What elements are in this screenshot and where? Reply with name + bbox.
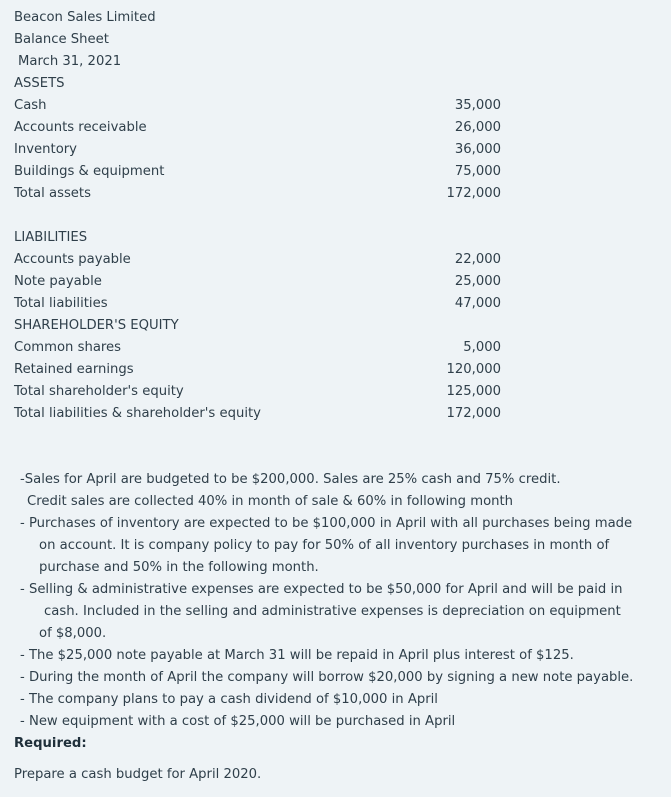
note-line: of $8,000.	[39, 626, 107, 641]
equity-value-total-shareholders-equity: 125,000	[446, 384, 501, 399]
equity-value-total-liabilities-equity: 172,000	[446, 406, 501, 421]
assets-heading: ASSETS	[14, 76, 65, 91]
asset-value-cash: 35,000	[454, 98, 501, 113]
liability-label-accounts-payable: Accounts payable	[14, 252, 131, 267]
note-line: -Sales for April are budgeted to be $200,000. Sales are 25% cash and 75% credit.	[20, 472, 561, 487]
required-label: Required:	[14, 736, 87, 751]
asset-label-total-assets: Total assets	[14, 186, 91, 201]
asset-label-inventory: Inventory	[14, 142, 77, 157]
asset-value-inventory: 36,000	[454, 142, 501, 157]
task-text: Prepare a cash budget for April 2020.	[14, 767, 262, 782]
asset-value-buildings-equipment: 75,000	[454, 164, 501, 179]
asset-label-accounts-receivable: Accounts receivable	[14, 120, 147, 135]
equity-label-retained-earnings: Retained earnings	[14, 362, 134, 377]
note-line: - During the month of April the company will borrow $20,000 by signing a new note payable.	[20, 670, 634, 685]
note-line: - Selling & administrative expenses are expected to be $50,000 for April and will be paid in	[20, 582, 623, 597]
statement-title: Balance Sheet	[14, 32, 109, 47]
equity-label-common-shares: Common shares	[14, 340, 122, 355]
equity-value-common-shares: 5,000	[463, 340, 501, 355]
note-line: cash. Included in the selling and administrative expenses is depreciation on equipment	[44, 604, 621, 619]
note-line: on account. It is company policy to pay for 50% of all inventory purchases in month of	[39, 538, 610, 553]
asset-label-buildings-equipment: Buildings & equipment	[14, 164, 165, 179]
note-line: - The $25,000 note payable at March 31 will be repaid in April plus interest of $125.	[20, 648, 574, 663]
equity-heading: SHAREHOLDER'S EQUITY	[14, 318, 179, 333]
company-name: Beacon Sales Limited	[14, 10, 156, 25]
liability-value-accounts-payable: 22,000	[454, 252, 501, 267]
liability-label-note-payable: Note payable	[14, 274, 102, 289]
liability-value-total-liabilities: 47,000	[454, 296, 501, 311]
equity-label-total-liabilities-equity: Total liabilities & shareholder's equity	[14, 406, 261, 421]
note-line: - New equipment with a cost of $25,000 will be purchased in April	[20, 714, 456, 729]
liability-label-total-liabilities: Total liabilities	[14, 296, 108, 311]
equity-label-total-shareholders-equity: Total shareholder's equity	[14, 384, 184, 399]
equity-value-retained-earnings: 120,000	[446, 362, 501, 377]
note-line: - Purchases of inventory are expected to be $100,000 in April with all purchases being made	[20, 516, 633, 531]
asset-label-cash: Cash	[14, 98, 47, 113]
note-line: Credit sales are collected 40% in month of sale & 60% in following month	[27, 494, 514, 509]
liability-value-note-payable: 25,000	[454, 274, 501, 289]
liabilities-heading: LIABILITIES	[14, 230, 88, 245]
asset-value-accounts-receivable: 26,000	[454, 120, 501, 135]
asset-value-total-assets: 172,000	[446, 186, 501, 201]
statement-date: March 31, 2021	[18, 54, 122, 69]
note-line: - The company plans to pay a cash dividend of $10,000 in April	[20, 692, 438, 707]
note-line: purchase and 50% in the following month.	[39, 560, 319, 575]
